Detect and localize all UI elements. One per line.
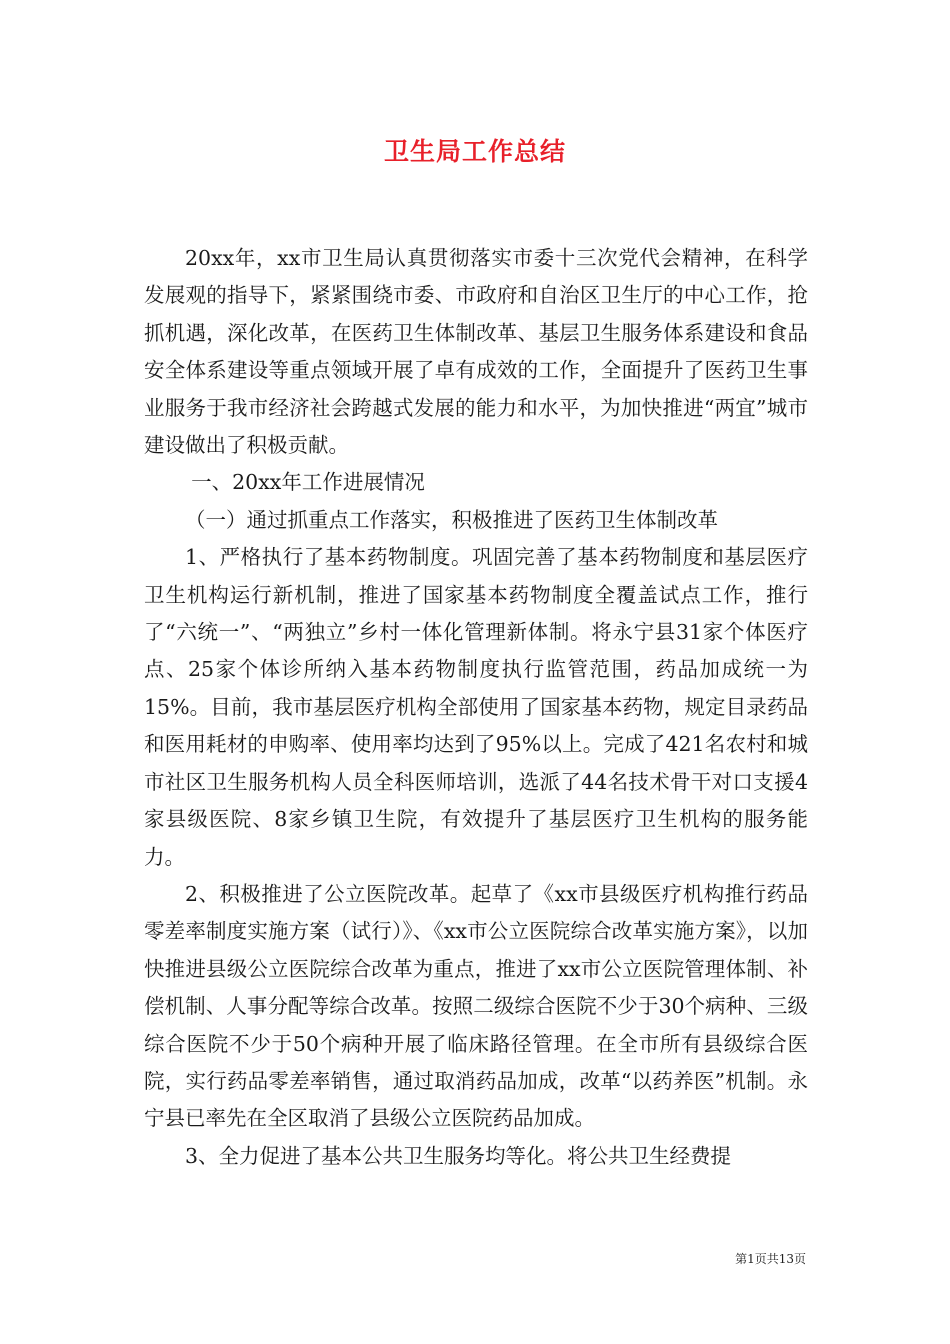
paragraph-intro: 20xx年，xx市卫生局认真贯彻落实市委十三次党代会精神，在科学发展观的指导下，紧紧围绕市委、市政府和自治区卫生厅的中心工作，抢抓机遇，深化改革，在医药卫生体制改革、基层卫生服务体系建设和食品安全体系建设等重点领域开展了卓有成效的工作，全面提升了医药卫生事业服务于我市经济社会跨越式发展的能力和水平，为加快推进“两宜”城市建设做出了积极贡献。 [144,246,808,458]
paragraph-item-3: 3、全力促进了基本公共卫生服务均等化。将公共卫生经费提 [185,1143,732,1168]
document-body [144,240,808,1175]
paragraph-item-2: 2、积极推进了公立医院改革。起草了《xx市县级医疗机构推行药品零差率制度实施方案（试行）》、《xx市公立医院综合改革实施方案》，以加快推进县级公立医院综合改革为重点，推进了xx市公立医院管理体制、补偿机制、人事分配等综合改革。按照二级综合医院不少于30个病种、三级综合医院不少于50个病种开展了临床路径管理。在全市所有县级综合医院，实行药品零差率销售，通过取消药品加成，改革“以药养医”机制。永宁县已率先在全区取消了县级公立医院药品加成。 [144,881,808,1131]
page-number: 第1页共13页 [735,1252,806,1266]
subsection-heading-1: （一）通过抓重点工作落实，积极推进了医药卫生体制改革 [185,507,718,532]
paragraph-item-1: 1、严格执行了基本药物制度。巩固完善了基本药物制度和基层医疗卫生机构运行新机制，推进了国家基本药物制度全覆盖试点工作，推行了“六统一”、“两独立”乡村一体化管理新体制。将永宁县31家个体医疗点、25家个体诊所纳入基本药物制度执行监管范围，药品加成统一为15%。目前，我市基层医疗机构全部使用了国家基本药物，规定目录药品和医用耗材的申购率、使用率均达到了95%以上。完成了421名农村和城市社区卫生服务机构人员全科医师培训，选派了44名技术骨干对口支援4家县级医院、8家乡镇卫生院，有效提升了基层医疗卫生机构的服务能力。 [144,545,808,869]
document-title: 卫生局工作总结 [383,137,566,166]
section-heading-1: 一、20xx年工作进展情况 [191,470,425,495]
